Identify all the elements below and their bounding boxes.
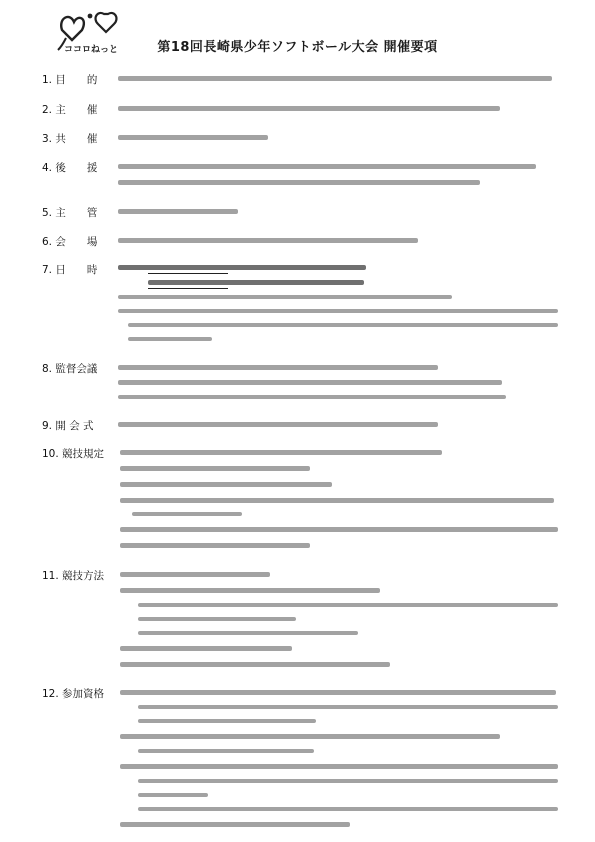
page-title: 第18回長崎県少年ソフトボール大会 開催要項 (157, 40, 438, 55)
text-line (120, 527, 558, 532)
text-line (118, 238, 418, 243)
text-line (118, 76, 552, 81)
text-line (138, 617, 296, 621)
text-line (138, 807, 558, 811)
text-line (138, 705, 558, 709)
section-label: 5. 主 管 (42, 207, 98, 219)
text-line (138, 631, 358, 635)
section-label: 2. 主 催 (42, 104, 98, 116)
text-line (120, 466, 310, 471)
text-line (128, 323, 558, 327)
text-line (118, 295, 452, 299)
text-line (138, 793, 208, 797)
text-line (120, 734, 500, 739)
text-line (120, 662, 390, 667)
text-line (138, 749, 314, 753)
text-line (118, 422, 438, 427)
text-line (120, 822, 350, 827)
text-line (120, 450, 442, 455)
text-line (138, 779, 558, 783)
text-line (118, 380, 502, 385)
text-line (132, 512, 242, 516)
text-line (120, 690, 556, 695)
text-line (120, 572, 270, 577)
section-label: 6. 会 場 (42, 236, 98, 248)
text-line (120, 482, 332, 487)
section-label: 3. 共 催 (42, 133, 98, 145)
logo-text: ココロねっと (64, 45, 119, 54)
section-label: 11. 競技方法 (42, 570, 105, 582)
text-line (118, 395, 506, 399)
text-line (118, 309, 558, 313)
text-line (120, 543, 310, 548)
section-label: 12. 参加資格 (42, 688, 105, 700)
text-line (120, 498, 554, 503)
text-line (118, 135, 268, 140)
text-line (120, 646, 292, 651)
text-line (118, 209, 238, 214)
text-line (138, 719, 316, 723)
text-line (120, 588, 380, 593)
section-label: 9. 開 会 式 (42, 420, 94, 432)
text-line (128, 337, 212, 341)
text-line (118, 164, 536, 169)
section-label: 10. 競技規定 (42, 448, 105, 460)
section-label: 8. 監督会議 (42, 363, 98, 375)
date-underline (148, 262, 228, 274)
text-line (118, 365, 438, 370)
section-label: 7. 日 時 (42, 264, 98, 276)
text-line (118, 180, 480, 185)
text-line (118, 106, 500, 111)
section-label: 4. 後 援 (42, 162, 98, 174)
text-line (120, 764, 558, 769)
text-line (138, 603, 558, 607)
section-label: 1. 目 的 (42, 74, 98, 86)
date-underline (148, 277, 228, 289)
